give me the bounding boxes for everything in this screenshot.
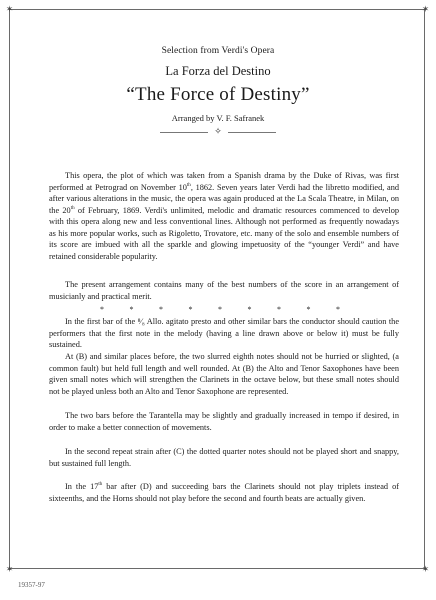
star-mark: * xyxy=(247,305,252,314)
bar17-paragraph xyxy=(49,481,399,504)
star-mark: * xyxy=(100,305,104,314)
intro-text-b: , 1862. Seven years later Verdi had the libretto modified, and after various alterations in the music, the opera was again produced at the La Scala Theatre, in Milan, on the 20 xyxy=(49,182,399,215)
intro-paragraph xyxy=(49,170,399,262)
opera-title: La Forza del Destino xyxy=(165,64,271,78)
star-mark: * xyxy=(159,305,163,314)
repeat-strain-paragraph xyxy=(49,446,399,469)
corner-star-icon: ✶ xyxy=(5,4,14,14)
arrangement-text: The present arrangement contains many of the best numbers of the score in an arrangement of musicianly and practical merit. xyxy=(49,280,399,301)
selection-heading: Selection from Verdi's Opera xyxy=(161,46,275,56)
corner-star-icon: ✶ xyxy=(5,564,14,574)
page-title: “The Force of Destiny” xyxy=(126,84,310,105)
tarantella-text: The two bars before the Tarantella may be slightly and gradually increased in tempo if desired, in order to make a better connection of movements. xyxy=(49,411,399,432)
catalog-number: 19357-97 xyxy=(18,581,45,589)
first-bar-paragraph xyxy=(49,316,399,351)
tarantella-paragraph xyxy=(49,410,399,433)
arrangement-paragraph xyxy=(49,279,399,302)
ordinal-suffix: th xyxy=(98,482,103,488)
divider-line-left xyxy=(160,132,208,133)
star-mark: * xyxy=(336,305,340,314)
repeat-strain-text: In the second repeat strain after (C) the dotted quarter notes should not be played short and snappy, but sustained full length. xyxy=(49,447,399,468)
bar17-text-a: In the 17 xyxy=(65,482,99,491)
ornament-icon: ✧ xyxy=(214,126,222,136)
bar17-text-b: bar after (D) and succeeding bars the Clarinets should not play triplets instead of sixteenths, and the Horns should not play before the second and fourth beats are actually given. xyxy=(49,482,399,503)
ornamental-divider xyxy=(0,128,436,136)
star-mark: * xyxy=(218,305,222,314)
intro-text-c: of February, 1869. Verdi's unlimited, melodic and dramatic resources commenced to develop with this opera along new and less conventional lines. Although not performed as frequently nowadays as his more popular works, such as Rigoletto, Trovatore, etc. many of the solo and ensemble numbers of its score are imbued with all the sparkle and glowing impetuosity of the “younger Verdi” and have retained considerable popularity. xyxy=(49,205,400,261)
intro-text-a: This opera, the plot of which was taken from a Spanish drama by the Duke of Rivas, was first performed at Petrograd on November 10 xyxy=(49,171,399,192)
star-mark: * xyxy=(129,305,134,314)
ordinal-suffix: th xyxy=(186,182,191,188)
first-bar-text: In the first bar of the ⁸⁄₈ Allo. agitato presto and other similar bars the conductor should caution the performers that the first note in the melody (having a line drawn above or below it) must be fully sustained. xyxy=(49,317,399,349)
arranger-credit: Arranged by V. F. Safranek xyxy=(171,113,265,123)
at-b-text: At (B) and similar places before, the two slurred eighth notes should not be hurried or slighted, (a common fault) but held full length and well rounded. At (B) the Alto and Tenor Saxophones have been given small notes which will strengthen the Clarinets in the octave below, but these small notes should not be played unless both an Alto and Tenor Saxophone are represented. xyxy=(49,352,399,396)
star-mark: * xyxy=(306,305,311,314)
corner-star-icon: ✶ xyxy=(421,4,430,14)
star-mark: * xyxy=(188,305,193,314)
star-separator xyxy=(100,305,340,314)
divider-line-right xyxy=(228,132,276,133)
corner-star-icon: ✶ xyxy=(421,564,430,574)
at-b-paragraph xyxy=(49,351,399,397)
star-mark: * xyxy=(277,305,281,314)
ordinal-suffix: th xyxy=(70,205,75,211)
